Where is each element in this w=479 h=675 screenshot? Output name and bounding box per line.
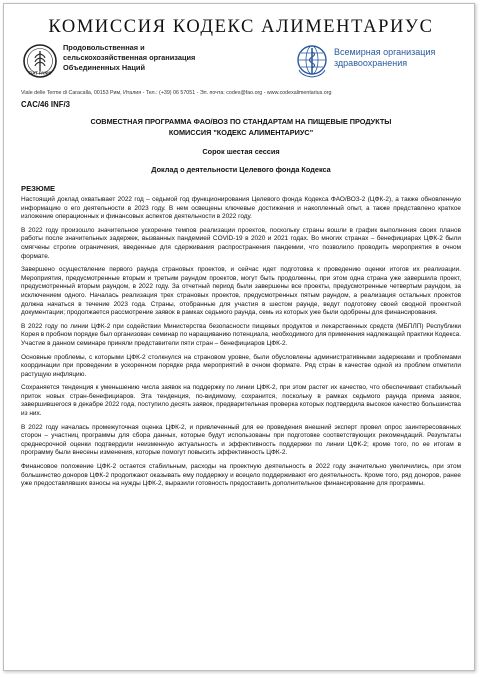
summary-paragraph: В 2022 году произошло значительное ускорение темпов реализации проектов, поскольку страны вошли в график выполнения своих планов работы после значительных задержек, вызванных пандемией COVID-19 в 2020 и 2021 годах. Во многих странах – бенефициарах ЦФК-2 были смягчены строгие ограничения, введенные для сдерживания распространения пандемии, что позволило проводить мероприятия в очном формате. [21, 226, 461, 260]
summary-paragraph: В 2022 году по линии ЦФК-2 при содействии Министерства безопасности пищевых продуктов и лекарственных средств (МБПЛП) Республики Корея в пробном порядке был организован семинар по наращиванию потенциала, необходимого для применения надлежащей практики Кодекса. Участие в данном семинаре приняли представители пяти стран – бенефициаров ЦФК-2. [21, 322, 461, 347]
who-emblem-icon [295, 43, 329, 79]
summary-paragraph: Основные проблемы, с которыми ЦФК-2 столкнулся на страновом уровне, были обусловлены административными задержками и проблемами координации при проведении в ускоренном порядке ряда мероприятий в очном формате. Ряд стран в качестве одной из проблем отметили растущую инфляцию. [21, 353, 461, 378]
title-line: КОМИССИЯ "КОДЕКС АЛИМЕНТАРИУС" [168, 128, 314, 137]
summary-paragraph: Завершено осуществление первого раунда страновых проектов, и сейчас идет подготовка к проведению оценки итогов их реализации. Мероприятия, предусмотренные вторым и третьим раундом проектов, могут быть продолжены, при этом одна страна уже завершила проект, предусмотренный вторым раундом, в 2022 году. За отчетный период были завершены все проекты, предусмотренные четвертым раундом, за исключением одного. Началась реализация трех страновых проектов, предусмотренных пятым раундом, а реализация остальных проектов должна начаться в течение 2023 года. Страны, отобранные для участия в шестом раунде, ведут подготовку своей сводной проектной документации; продолжается рассмотрение заявок в рамках седьмого раунда, семь из которых уже были одобрены для финансирования. [21, 266, 461, 317]
session-title: Сорок шестая сессия [202, 147, 280, 156]
title-line: СОВМЕСТНАЯ ПРОГРАММА ФАО/ВОЗ ПО СТАНДАРТАМ НА ПИЩЕВЫЕ ПРОДУКТЫ [90, 117, 392, 126]
fao-name [63, 43, 233, 72]
who-name [334, 47, 464, 69]
svg-text:FIAT PANIS: FIAT PANIS [28, 70, 52, 76]
summary-paragraph: Настоящий доклад охватывает 2022 год – седьмой год функционирования Целевого фонда Кодекса ФАО/ВОЗ-2 (ЦФК-2), а также обновленную информацию о его деятельности в 2023 году. В нем освещены ключевые достижения и накопленный опыт, а также представлено краткое изложение операционных и финансовых аспектов деятельности в 2022 году. [21, 196, 461, 221]
fao-name-line: Продовольственная и [63, 43, 145, 52]
summary-paragraph: В 2022 году началась промежуточная оценка ЦФК-2, и привлеченный для ее проведения внешний эксперт провел опрос заинтересованных сторон – участниц программы для сбора данных, которые будут использованы при подготовке соответствующих рекомендаций. Результаты среднесрочной оценки подтвердили неизменную актуальность и эффективность поддержки по линии ЦФК-2; кроме того, по ее итогам в программу были внесены изменения, которые помогут повысить эффективность ЦФК-2. [21, 423, 461, 457]
fao-name-line: Объединенных Наций [63, 62, 146, 72]
report-title: Доклад о деятельности Целевого фонда Кодекса [151, 165, 331, 174]
document-page [3, 3, 475, 671]
fao-name-line: сельскохозяйственная организация [63, 52, 196, 62]
summary-body [21, 196, 461, 489]
document-title [21, 116, 461, 138]
who-name-line: Всемирная организация [334, 47, 436, 57]
summary-paragraph: Сохраняется тенденция к уменьшению числа заявок на поддержку по линии ЦФК-2, при этом растет их качество, что обеспечивает стабильный приток новых стран-бенефициаров. Эта тенденция, по-видимому, сохранится, поскольку в рамках седьмого раунда приема заявок, завершившегося в декабре 2022 года, поступило десять заявок, предварительная проверка которых подтвердила высокое качество большинства из них. [21, 384, 461, 418]
document-code: CAC/46 INF/3 [21, 100, 70, 109]
organizations-header [21, 41, 461, 87]
contact-address: Viale delle Terme di Caracalla, 00153 Рим, Италия - Тел.: (+39) 06 57051 - Эл. почта: codex@fao.org - www.codexalimentarius.org [21, 90, 332, 96]
commission-banner: КОМИССИЯ КОДЕКС АЛИМЕНТАРИУС [48, 17, 434, 37]
page-content [21, 16, 461, 489]
fao-emblem-icon [23, 43, 57, 79]
summary-paragraph: Финансовое положение ЦФК-2 остается стабильным, расходы на проектную деятельность в 2022 году значительно увеличились, при этом большинство доноров ЦФК-2 продолжают оказывать ему поддержку и всецело поддерживают его деятельность. Кроме того, ряд доноров, ранее уже предоставлявших взносы на нужды ЦФК-2, выразили готовность предоставить дополнительное финансирование для программы. [21, 463, 461, 488]
resume-heading: РЕЗЮМЕ [21, 184, 56, 193]
who-name-line: здравоохранения [334, 58, 408, 68]
